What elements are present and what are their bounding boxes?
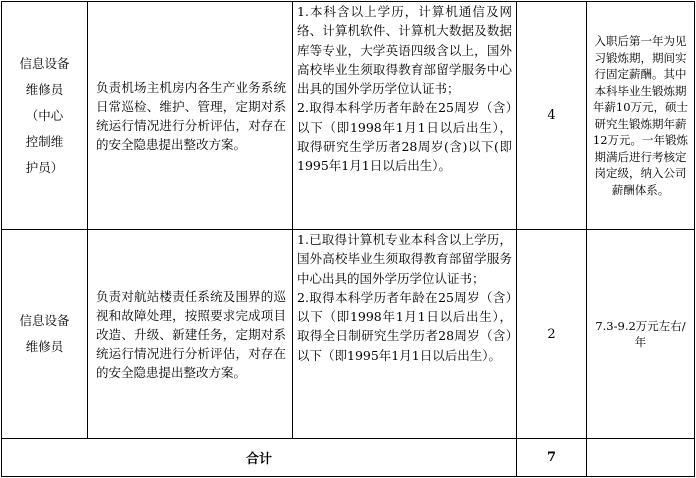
duty-cell: [88, 2, 293, 230]
position-title-line: （中心: [25, 107, 64, 123]
requirement-item: 2.取得本科学历者年龄在25周岁（含）以下（即1998年1月1日以后出生），取得研究生学历者28周岁(含)以下(即1995年1月1日以后出生）。: [297, 100, 512, 174]
duty-text: 负责机场主机房内各生产业务系统日常巡检、维护、管理，定期对系统运行情况进行分析评估，对存在的安全隐患提出整改方案。: [96, 79, 286, 152]
position-title-line: 维修员: [25, 81, 64, 97]
total-value: 7: [546, 450, 557, 465]
headcount-cell: [517, 2, 587, 230]
position-title-line: 信息设备: [19, 55, 70, 71]
job-table: [1, 1, 695, 477]
salary-cell: [587, 230, 695, 439]
headcount-cell: [517, 230, 587, 439]
salary-cell: [587, 2, 695, 230]
requirement-item: 2.取得本科学历者年龄在25周岁（含）以下（即1998年1月1日以后出生），取得全日制研究生学历者28周岁（含）以下（即1995年1月1日以后出生）。: [297, 289, 512, 363]
salary-text: 入职后第一年为见习锻炼期，期间实行固定薪酬。其中本科毕业生锻炼期年薪10万元，硕士研究生锻炼期年薪12万元。一年锻炼期满后进行考核定岗定级，纳入公司薪酬体系。: [592, 34, 689, 197]
requirements-cell: [293, 2, 517, 230]
table-row: [2, 2, 695, 230]
position-title-line: 维修员: [25, 339, 64, 354]
requirement-item: 1.已取得计算机专业本科含以上学历，国外高校毕业生须取得教育部留学服务中心出具的国外学历学位认证书；: [297, 232, 512, 286]
duty-text: 负责对航站楼责任系统及围界的巡视和故障处理，按照要求完成项目改造、升级、新建任务，定期对系统运行情况进行分析评估，对存在的安全隐患提出整改方案。: [96, 288, 286, 380]
position-title-line: 控制维: [25, 133, 64, 149]
total-empty-cell: [587, 439, 695, 477]
total-label-cell: [2, 439, 517, 477]
requirement-item: 1.本科含以上学历，计算机通信及网络、计算机软件、计算机大数据及数据库等专业，大学英语四级含以上，国外高校毕业生须取得教育部留学服务中心出具的国外学历学位认证书；: [297, 4, 512, 97]
position-title-line: 信息设备: [19, 313, 70, 328]
headcount-value: 4: [547, 108, 556, 123]
duty-cell: [88, 230, 293, 439]
total-value-cell: [517, 439, 587, 477]
position-title-cell: [2, 2, 88, 230]
table-row: [2, 230, 695, 439]
position-title-cell: [2, 230, 88, 439]
total-label: 合计: [245, 452, 272, 467]
position-title-line: 护员）: [25, 159, 64, 175]
headcount-value: 2: [547, 326, 556, 342]
total-row: [2, 439, 695, 477]
requirements-cell: [293, 230, 517, 439]
salary-text: 7.3-9.2万元左右/年: [595, 318, 686, 349]
